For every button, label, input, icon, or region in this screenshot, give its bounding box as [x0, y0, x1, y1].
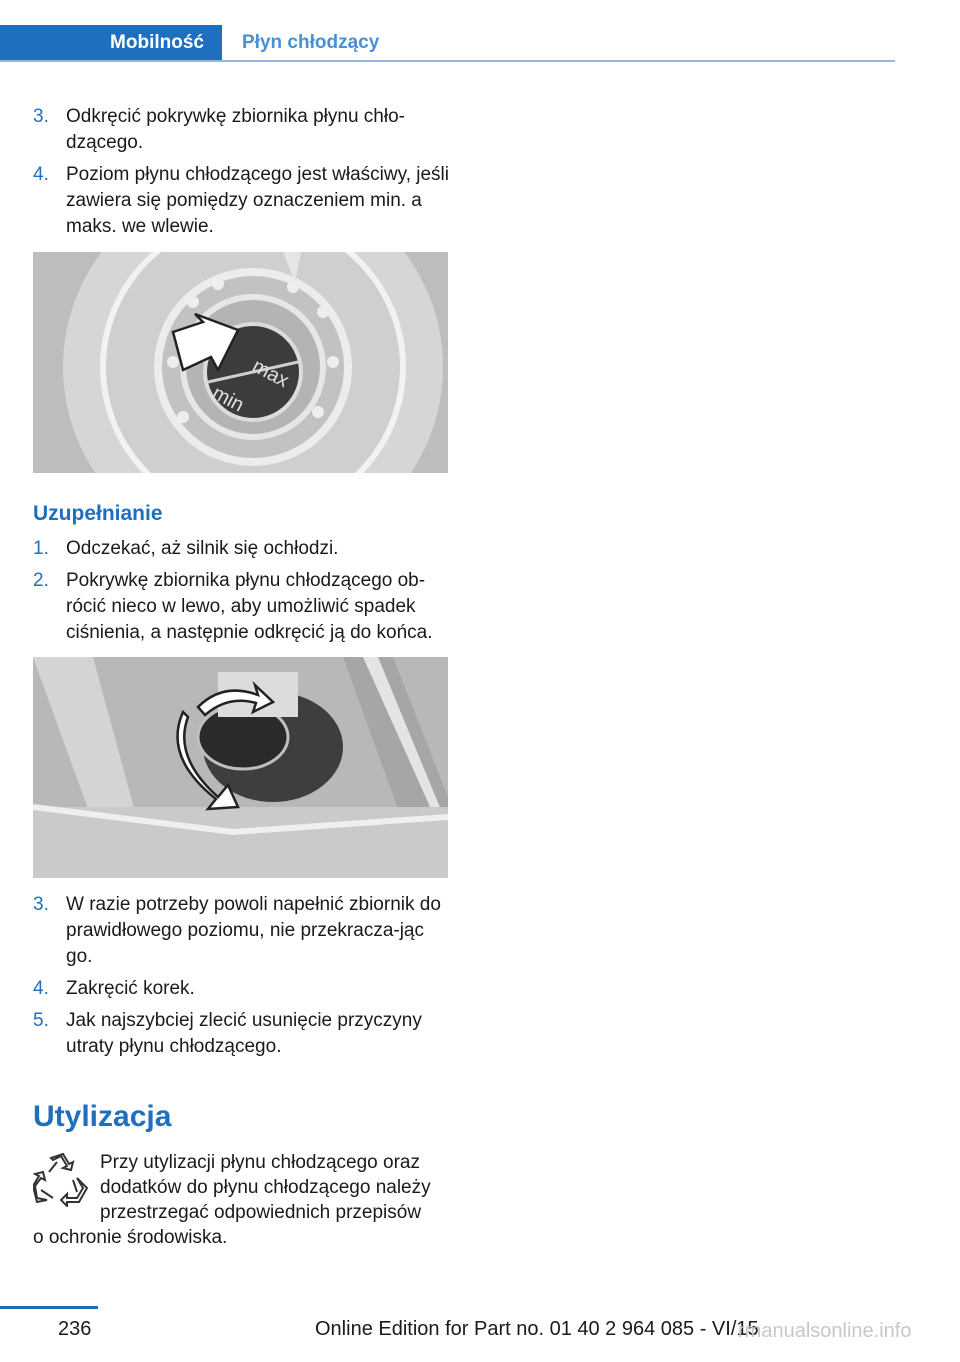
header-rule	[0, 60, 895, 62]
step-wait-cool	[33, 536, 453, 562]
tab-plyn-chlodzacy[interactable]: Płyn chłodzący	[242, 32, 380, 53]
step-text: Zakręcić korek.	[66, 978, 195, 999]
min-label: min	[208, 381, 248, 417]
disposal-line-4: o ochronie środowiska.	[33, 1227, 228, 1248]
step-text: Poziom płynu chłodzącego jest właściwy, jeśli zawiera się pomiędzy oznaczeniem min. a maks. we wlewie.	[66, 164, 449, 237]
watermark-text: rmanualsonline.info	[738, 1320, 912, 1342]
coolant-filler-neck-image	[33, 252, 448, 473]
section-title-refill: Uzupełnianie	[33, 502, 163, 525]
step-text: Odczekać, aż silnik się ochłodzi.	[66, 538, 339, 559]
footer-rule	[0, 1306, 98, 1309]
step-text: W razie potrzeby powoli napełnić zbiornik do prawidłowego poziomu, nie przekracza‐jąc go.	[66, 894, 441, 967]
step-number: 4.	[33, 978, 49, 999]
disposal-line-2: dodatków do płynu chłodzącego należy	[100, 1177, 431, 1198]
step-text: Jak najszybciej zlecić usunięcie przyczyny utraty płynu chłodzącego.	[66, 1010, 422, 1057]
page-number: 236	[58, 1318, 92, 1340]
step-number: 1.	[33, 538, 49, 559]
step-number: 5.	[33, 1010, 49, 1031]
disposal-line-1: Przy utylizacji płynu chłodzącego oraz	[100, 1152, 420, 1173]
step-number: 3.	[33, 894, 49, 915]
step-fill-tank	[33, 892, 453, 970]
step-close-cap	[33, 976, 453, 1002]
edition-text: Online Edition for Part no. 01 40 2 964 085 - VI/15	[315, 1318, 759, 1340]
step-number: 3.	[33, 106, 49, 127]
section-title-disposal: Utylizacja	[33, 1100, 172, 1133]
step-number: 4.	[33, 164, 49, 185]
step-text: Odkręcić pokrywkę zbiornika płynu chło‐dzącego.	[66, 106, 405, 153]
coolant-cap-turning-image	[33, 657, 448, 878]
step-unscrew-cap	[33, 104, 453, 156]
step-repair-cause	[33, 1008, 453, 1060]
step-turn-cap	[33, 568, 453, 646]
max-label: max	[248, 354, 293, 393]
tab-mobilnosc[interactable]: Mobilność	[0, 25, 222, 61]
disposal-line-3: przestrzegać odpowiednich przepisów	[100, 1202, 422, 1223]
recycle-icon	[33, 1152, 88, 1207]
step-number: 2.	[33, 570, 49, 591]
step-check-level	[33, 162, 453, 240]
header-bar	[0, 25, 895, 63]
step-text: Pokrywkę zbiornika płynu chłodzącego ob‐rócić nieco w lewo, aby umożliwić spadek ciśnienia, a następnie odkręcić ją do końca.	[66, 570, 433, 643]
